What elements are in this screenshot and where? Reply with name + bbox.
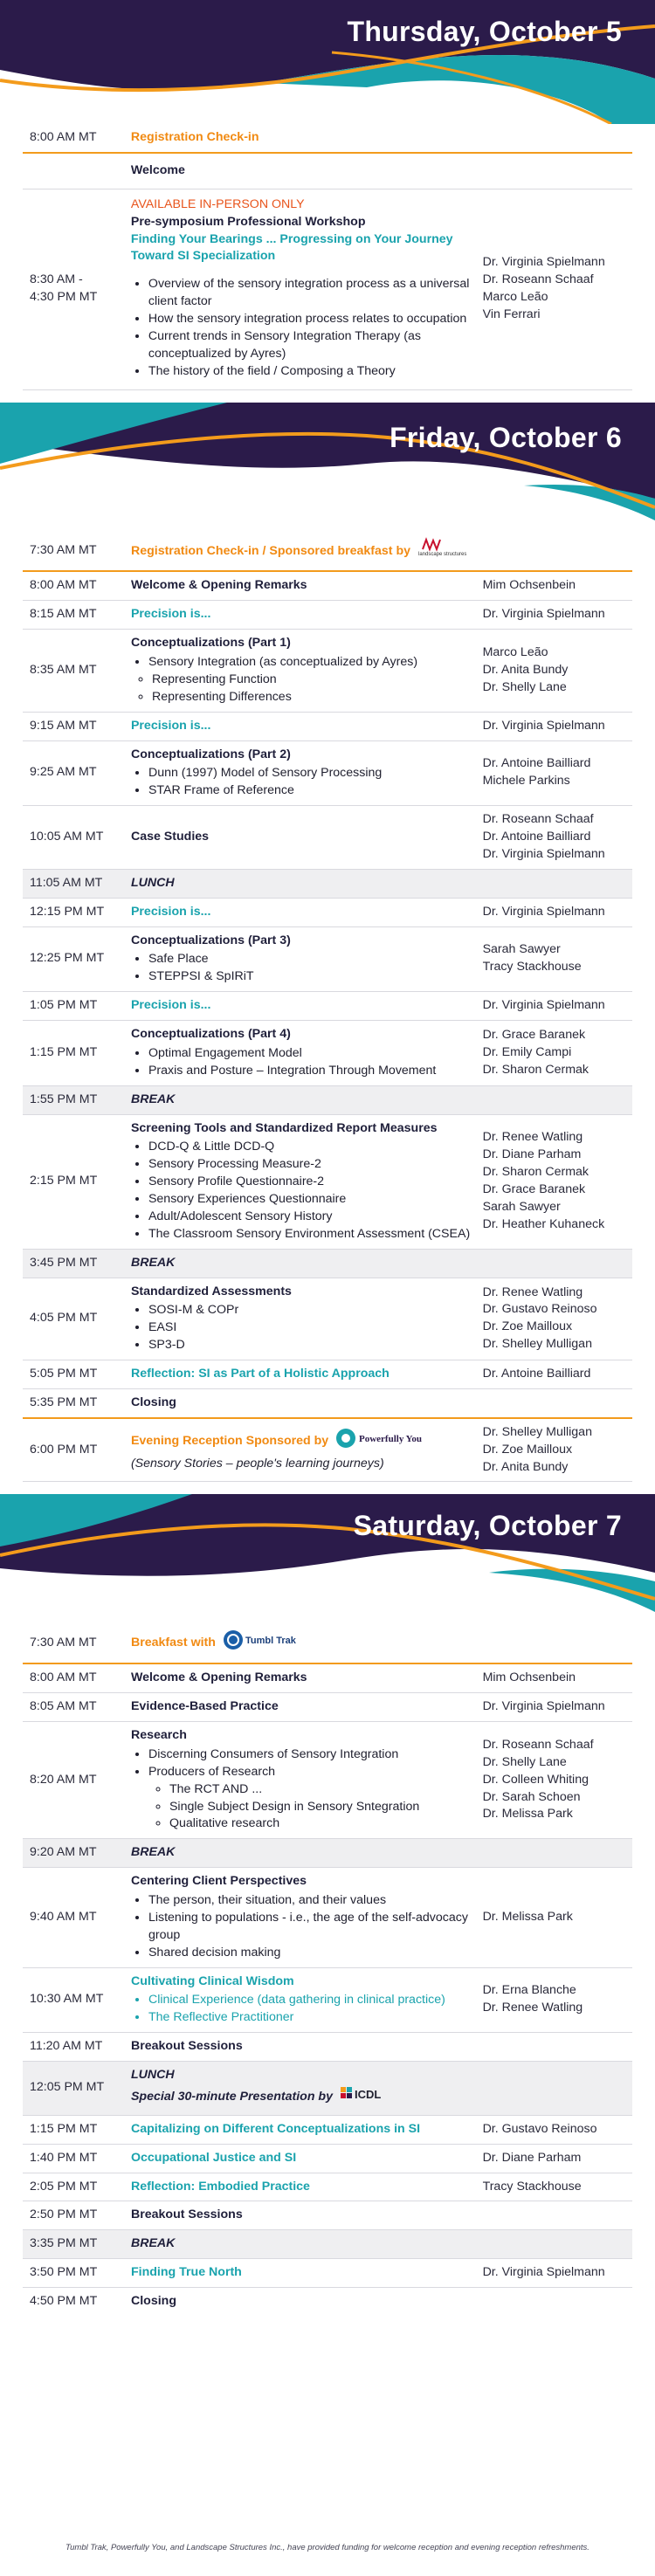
- speakers: Dr. Melissa Park: [479, 1868, 632, 1967]
- time-cell: 1:05 PM MT: [23, 992, 128, 1021]
- list-item: • The Classroom Sensory Environment Assessment (CSEA): [148, 1226, 476, 1243]
- list-item: • Overview of the sensory integration process as a universal client factor: [148, 276, 476, 311]
- saturday-header: [0, 1494, 655, 1623]
- list-item: • Optimal Engagement Model: [148, 1045, 476, 1063]
- session-title: LUNCH: [130, 2068, 175, 2082]
- time-cell: 8:05 AM MT: [23, 1693, 128, 1722]
- time-cell: 8:20 AM MT: [23, 1722, 128, 1839]
- session-subtitle: Special 30-minute Presentation by: [130, 2090, 333, 2104]
- session-title: Pre-symposium Professional Workshop: [130, 214, 366, 229]
- time-cell: 9:40 AM MT: [23, 1868, 128, 1967]
- table-row: [23, 1278, 632, 1360]
- time-cell: 4:50 PM MT: [30, 2294, 98, 2308]
- speakers: Dr. Virginia Spielmann: [479, 2259, 632, 2288]
- speakers: Dr. Gustavo Reinoso: [479, 2115, 632, 2144]
- time-cell: 8:15 AM MT: [23, 601, 128, 630]
- list-item: ◦ Representing Differences: [152, 689, 476, 706]
- speakers: Dr. Diane Parham: [479, 2144, 632, 2173]
- time-cell: 9:20 AM MT: [23, 1839, 128, 1868]
- session-title: Reflection: SI as Part of a Holistic Approach: [130, 1367, 390, 1381]
- session-title: Precision is...: [130, 607, 211, 622]
- table-row: [23, 1868, 632, 1967]
- list-item: • Sensory Experiences Questionnaire: [148, 1191, 476, 1209]
- list-item: • EASI: [148, 1319, 476, 1337]
- time-cell: 12:25 PM MT: [23, 926, 128, 992]
- time-cell: 8:00 AM MT: [23, 1663, 128, 1692]
- session-title: Closing: [130, 1395, 176, 1409]
- list-item: • Adult/Adolescent Sensory History: [148, 1209, 476, 1226]
- time-cell: 12:05 PM MT: [23, 2062, 128, 2116]
- session-title: Standardized Assessments: [130, 1284, 292, 1298]
- thursday-schedule: [23, 124, 632, 390]
- table-row: [23, 740, 632, 806]
- session-title: Closing: [130, 2294, 176, 2308]
- table-row: [23, 630, 632, 713]
- table-row: [23, 2144, 632, 2173]
- time-cell: 10:05 AM MT: [23, 806, 128, 870]
- list-item: • STAR Frame of Reference: [148, 782, 476, 800]
- time-cell: 1:15 PM MT: [23, 1021, 128, 1086]
- table-row: [23, 1418, 632, 1482]
- speakers: Marco Leão Dr. Anita Bundy Dr. Shelly Lane: [479, 630, 632, 713]
- svg-text:ICDL: ICDL: [354, 2087, 382, 2101]
- session-title: Case Studies: [130, 830, 210, 844]
- time-cell: 10:30 AM MT: [23, 1967, 128, 2033]
- speakers: Dr. Virginia Spielmann: [479, 992, 632, 1021]
- session-title: Cultivating Clinical Wisdom: [130, 1973, 294, 1988]
- speakers: Sarah Sawyer Tracy Stackhouse: [479, 926, 632, 992]
- table-row: [23, 601, 632, 630]
- table-row: [23, 2259, 632, 2288]
- funding-footnote: Tumbl Trak, Powerfully You, and Landscape Structures Inc., have provided funding for welcome reception and evening reception refreshments.: [66, 2543, 590, 2552]
- speakers: Dr. Virginia Spielmann: [479, 1693, 632, 1722]
- day-title: Thursday, October 5: [347, 16, 622, 47]
- table-row: [23, 1967, 632, 2033]
- speakers: Dr. Roseann Schaaf Dr. Antoine Bailliard Dr. Virginia Spielmann: [479, 806, 632, 870]
- time-cell: 3:45 PM MT: [23, 1249, 128, 1278]
- session-title: Centering Client Perspectives: [130, 1874, 307, 1889]
- svg-text:Powerfully You: Powerfully You: [359, 1434, 423, 1445]
- speakers: Dr. Renee Watling Dr. Gustavo Reinoso Dr. Zoe Mailloux Dr. Shelley Mulligan: [479, 1278, 632, 1360]
- list-item: ◦ Single Subject Design in Sensory Sntegration: [169, 1799, 476, 1816]
- table-row: [23, 992, 632, 1021]
- speakers: Dr. Shelley Mulligan Dr. Zoe Mailloux Dr. Anita Bundy: [479, 1418, 632, 1482]
- table-row: [23, 2115, 632, 2144]
- session-title: Welcome & Opening Remarks: [130, 1670, 307, 1685]
- time-cell: 9:25 AM MT: [23, 740, 128, 806]
- table-row: [23, 571, 632, 600]
- session-title: Precision is...: [130, 904, 211, 919]
- time-cell: 3:50 PM MT: [23, 2259, 128, 2288]
- time-cell: 6:00 PM MT: [23, 1418, 128, 1482]
- icdl-logo: [340, 2084, 392, 2110]
- time-cell: 4:05 PM MT: [23, 1278, 128, 1360]
- session-title: LUNCH: [130, 875, 175, 890]
- session-title: BREAK: [130, 2236, 176, 2251]
- session-title: BREAK: [130, 1255, 176, 1270]
- speakers: Dr. Roseann Schaaf Dr. Shelly Lane Dr. Colleen Whiting Dr. Sarah Schoen Dr. Melissa Park: [479, 1722, 632, 1839]
- list-item: • Safe Place: [148, 951, 476, 968]
- list-item: • SP3-D: [148, 1337, 476, 1354]
- list-item: • Current trends in Sensory Integration Therapy (as conceptualized by Ayres): [148, 328, 476, 363]
- table-row: [23, 712, 632, 740]
- session-title: Research: [130, 1728, 187, 1742]
- table-row: [23, 1249, 632, 1278]
- table-row: [23, 2201, 632, 2230]
- session-title: Breakout Sessions: [130, 2039, 243, 2054]
- list-item: • How the sensory integration process relates to occupation: [148, 311, 476, 328]
- svg-text:landscape structures: landscape structures: [417, 551, 466, 557]
- session-title: Conceptualizations (Part 3): [130, 933, 291, 947]
- list-item: • Producers of Research ◦ The RCT AND ... ◦ Single Subject Design in Sensory Sntegration ◦ Qualitative research: [148, 1764, 476, 1834]
- speakers: Dr. Virginia Spielmann: [479, 712, 632, 740]
- table-row: [23, 1839, 632, 1868]
- list-item: • Dunn (1997) Model of Sensory Processing: [148, 765, 476, 782]
- session-title: Evening Reception Sponsored by: [130, 1434, 329, 1449]
- table-row: [23, 189, 632, 389]
- svg-text:Tumbl Trak: Tumbl Trak: [245, 1636, 296, 1647]
- table-row: [23, 926, 632, 992]
- time-cell: 8:00 AM MT: [23, 571, 128, 600]
- speakers: Dr. Erna Blanche Dr. Renee Watling: [479, 1967, 632, 2033]
- time-cell: 8:35 AM MT: [23, 630, 128, 713]
- table-row: [23, 1663, 632, 1692]
- list-item: • SOSI-M & COPr: [148, 1302, 476, 1319]
- day-title: Friday, October 6: [390, 421, 622, 453]
- time-cell: 1:55 PM MT: [23, 1085, 128, 1114]
- table-row: [23, 2288, 632, 2316]
- thursday-header: [0, 0, 655, 124]
- table-row: [23, 153, 632, 189]
- table-row: [23, 1021, 632, 1086]
- speakers: Dr. Grace Baranek Dr. Emily Campi Dr. Sharon Cermak: [479, 1021, 632, 1086]
- list-item: • The history of the field / Composing a Theory: [148, 363, 476, 381]
- session-title: Conceptualizations (Part 1): [130, 636, 291, 651]
- time-cell: 12:15 PM MT: [23, 898, 128, 926]
- list-item: • STEPPSI & SpIRiT: [148, 968, 476, 986]
- session-title: Finding True North: [130, 2265, 242, 2280]
- speakers: Dr. Virginia Spielmann: [479, 601, 632, 630]
- table-row: [23, 898, 632, 926]
- time-cell: 7:30 AM MT: [23, 1623, 128, 1663]
- table-row: [23, 1114, 632, 1249]
- speakers: Dr. Antoine Bailliard: [479, 1360, 632, 1389]
- session-subtitle: Finding Your Bearings ... Progressing on Your Journey Toward SI Specialization: [130, 231, 453, 264]
- table-row: [23, 869, 632, 898]
- session-title: Conceptualizations (Part 2): [130, 747, 291, 761]
- session-title: Registration Check-in / Sponsored breakfast by: [130, 543, 411, 558]
- time-cell: 9:15 AM MT: [23, 712, 128, 740]
- list-item: ◦ Qualitative research: [169, 1815, 476, 1833]
- session-title: Welcome & Opening Remarks: [130, 578, 307, 593]
- time-cell: 2:15 PM MT: [23, 1114, 128, 1249]
- speakers: Dr. Virginia Spielmann: [479, 898, 632, 926]
- time-cell: 7:30 AM MT: [23, 532, 128, 572]
- list-item: ◦ The RCT AND ...: [169, 1781, 476, 1799]
- session-title: Evidence-Based Practice: [130, 1699, 279, 1714]
- table-row: [23, 1388, 632, 1417]
- list-item: • The person, their situation, and their values: [148, 1892, 476, 1910]
- powerfully-you-logo: [335, 1427, 449, 1456]
- speakers: Dr. Virginia Spielmann Dr. Roseann Schaaf Marco Leão Vin Ferrari: [479, 189, 632, 389]
- session-title: Breakout Sessions: [130, 2208, 243, 2222]
- table-row: [23, 2173, 632, 2201]
- list-item: • Discerning Consumers of Sensory Integration: [148, 1746, 476, 1764]
- speakers: Dr. Renee Watling Dr. Diane Parham Dr. Sharon Cermak Dr. Grace Baranek Sarah Sawyer Dr. Heather Kuhaneck: [479, 1114, 632, 1249]
- session-title: Registration Check-in: [130, 130, 259, 144]
- list-item: • DCD-Q & Little DCD-Q: [148, 1139, 476, 1156]
- list-item: • Praxis and Posture – Integration Through Movement: [148, 1063, 476, 1080]
- table-row: [23, 2062, 632, 2116]
- session-title: Screening Tools and Standardized Report Measures: [130, 1120, 438, 1135]
- time-cell: 5:35 PM MT: [23, 1388, 128, 1417]
- time-cell: 3:35 PM MT: [23, 2230, 128, 2259]
- availability-note: AVAILABLE IN-PERSON ONLY: [130, 196, 305, 211]
- table-row: [23, 532, 632, 572]
- time-cell: 8:00 AM MT: [23, 124, 128, 153]
- landscape-structures-logo: [417, 537, 466, 566]
- time-cell: 5:05 PM MT: [23, 1360, 128, 1389]
- tumbl-trak-logo: [223, 1629, 296, 1657]
- table-row: [23, 1360, 632, 1389]
- table-row: [23, 1623, 632, 1663]
- session-title: BREAK: [130, 1092, 176, 1106]
- saturday-schedule: [23, 1623, 632, 2316]
- list-item: • The Reflective Practitioner: [148, 2009, 476, 2027]
- list-item: • Sensory Integration (as conceptualized by Ayres): [148, 654, 476, 672]
- table-row: [23, 806, 632, 870]
- time-cell: 2:05 PM MT: [23, 2173, 128, 2201]
- friday-schedule: [23, 532, 632, 1483]
- table-row: [23, 1085, 632, 1114]
- session-title: Precision is...: [130, 718, 211, 733]
- speakers: Mim Ochsenbein: [479, 571, 632, 600]
- list-item: ◦ Representing Function: [152, 672, 476, 689]
- session-title: Precision is...: [130, 998, 211, 1013]
- list-item: • Sensory Processing Measure-2: [148, 1156, 476, 1174]
- list-item: • Sensory Profile Questionnaire-2: [148, 1174, 476, 1191]
- session-title: Reflection: Embodied Practice: [130, 2179, 310, 2194]
- time-cell: 1:40 PM MT: [23, 2144, 128, 2173]
- speakers: Mim Ochsenbein: [479, 1663, 632, 1692]
- time-cell: 11:20 AM MT: [23, 2033, 128, 2062]
- speakers: Tracy Stackhouse: [479, 2173, 632, 2201]
- time-cell: 8:30 AM - 4:30 PM MT: [23, 189, 128, 389]
- time-cell: 2:50 PM MT: [23, 2201, 128, 2230]
- session-title: BREAK: [130, 1845, 176, 1860]
- list-item: • Shared decision making: [148, 1945, 476, 1962]
- friday-header: [0, 403, 655, 532]
- table-row: [23, 124, 632, 153]
- session-subtitle: (Sensory Stories – people's learning journeys): [130, 1457, 384, 1471]
- table-row: [23, 2033, 632, 2062]
- list-item: • Clinical Experience (data gathering in clinical practice): [148, 1992, 476, 2009]
- list-item: • Listening to populations - i.e., the age of the self-advocacy group: [148, 1910, 476, 1945]
- speakers: Dr. Antoine Bailliard Michele Parkins: [479, 740, 632, 806]
- session-title: Capitalizing on Different Conceptualizations in SI: [130, 2121, 421, 2136]
- table-row: [23, 1693, 632, 1722]
- table-row: [23, 2230, 632, 2259]
- session-title: Breakfast with: [130, 1636, 216, 1650]
- day-title: Saturday, October 7: [353, 1510, 622, 1542]
- table-row: [23, 1722, 632, 1839]
- time-cell: 11:05 AM MT: [23, 869, 128, 898]
- session-title: Occupational Justice and SI: [130, 2150, 297, 2165]
- session-title: Welcome: [130, 162, 185, 177]
- time-cell: 1:15 PM MT: [23, 2115, 128, 2144]
- session-title: Conceptualizations (Part 4): [130, 1027, 291, 1041]
